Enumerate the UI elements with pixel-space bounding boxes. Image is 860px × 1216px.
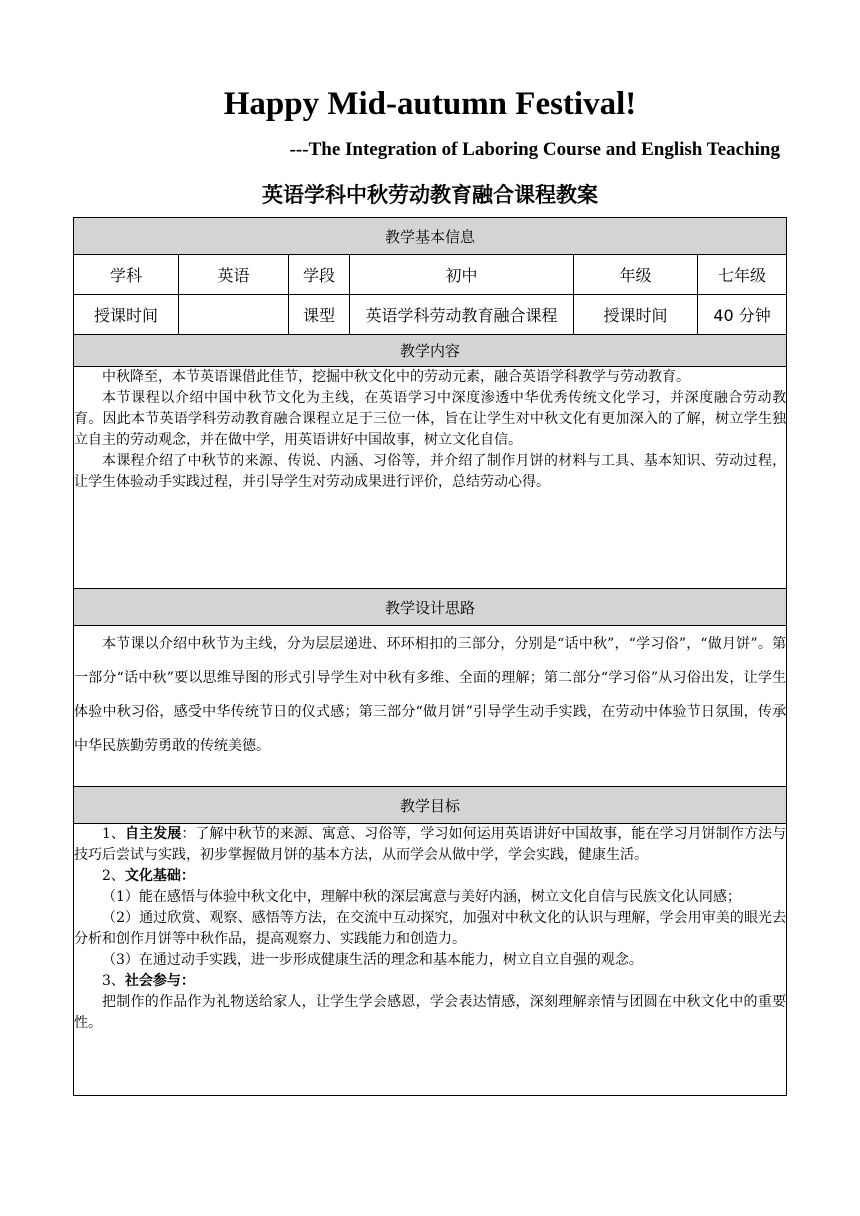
content-paragraph: 中秋降至，本节英语课借此佳节，挖掘中秋文化中的劳动元素，融合英语学科教学与劳动教育。 <box>102 369 690 385</box>
lesson-plan-table <box>73 217 787 1096</box>
design-body <box>74 626 787 787</box>
goals-body <box>74 824 787 1096</box>
goal-2-item: （2）通过欣赏、观察、感悟等方法，在交流中互动探究，加强对中秋文化的认识与理解，学会用审美的眼光去分析和创作月饼等中秋作品，提高观察力、实践能力和创造力。 <box>74 910 787 947</box>
goal-number: 1、 <box>102 826 126 842</box>
basic-info-row-2 <box>74 295 787 335</box>
lesson-plan-title: 英语学科中秋劳动教育融合课程教案 <box>262 183 598 207</box>
goal-keyword: 文化基础 <box>124 868 181 884</box>
goal-2 <box>74 866 786 887</box>
table-cell: 40 分钟 <box>698 295 787 335</box>
goal-keyword: 自主发展 <box>125 826 182 842</box>
table-cell: 学段 <box>289 255 350 295</box>
table-cell: 年级 <box>574 255 698 295</box>
table-cell: 英语学科劳动教育融合课程 <box>350 295 574 335</box>
basic-info-header: 教学基本信息 <box>74 218 787 255</box>
page-subtitle: ---The Integration of Laboring Course and English Teaching <box>289 139 780 160</box>
goal-colon: ： <box>180 973 195 989</box>
goals-header: 教学目标 <box>74 787 787 824</box>
goal-2-item: （1）能在感悟与体验中秋文化中，理解中秋的深层寓意与美好内涵，树立文化自信与民族文化认同感； <box>102 889 741 905</box>
goal-number: 3、 <box>102 973 125 989</box>
page-title: Happy Mid-autumn Festival! <box>223 86 637 122</box>
goal-1 <box>74 824 786 866</box>
content-paragraph: 本课程介绍了中秋节的来源、传说、内涵、习俗等，并介绍了制作月饼的材料与工具、基本知识、劳动过程，让学生体验动手实践过程，并引导学生对劳动成果进行评价，总结劳动心得。 <box>74 453 787 490</box>
table-cell <box>179 295 289 335</box>
design-header: 教学设计思路 <box>74 589 787 626</box>
basic-info-row-1 <box>74 255 787 295</box>
goal-3-text: 把制作的作品作为礼物送给家人，让学生学会感恩，学会表达情感，深刻理解亲情与团圆在中秋文化中的重要性。 <box>74 994 787 1031</box>
table-cell: 七年级 <box>698 255 787 295</box>
goal-text: ：了解中秋节的来源、寓意、习俗等，学习如何运用英语讲好中国故事，能在学习月饼制作方法与技巧后尝试与实践，初步掌握做月饼的基本方法，从而学会从做中学，学会实践，健康生活。 <box>74 826 787 863</box>
content-body <box>74 367 787 589</box>
table-cell: 授课时间 <box>574 295 698 335</box>
table-cell: 授课时间 <box>74 295 179 335</box>
goal-keyword: 社会参与 <box>124 973 181 989</box>
table-cell: 学科 <box>74 255 179 295</box>
table-cell: 课型 <box>289 295 350 335</box>
goal-3 <box>74 971 786 992</box>
goal-number: 2、 <box>102 868 125 884</box>
table-cell: 英语 <box>179 255 289 295</box>
content-paragraph: 本节课程以介绍中国中秋节文化为主线，在英语学习中深度渗透中华优秀传统文化学习，并深度融合劳动教育。因此本节英语学科劳动教育融合课程立足于三位一体，旨在让学生对中秋文化有更加深入的了解，树立学生独立自主的劳动观念，并在做中学，用英语讲好中国故事，树立文化自信。 <box>74 390 787 448</box>
goal-2-item: （3）在通过动手实践，进一步形成健康生活的理念和基本能力，树立自立自强的观念。 <box>102 952 643 968</box>
content-header: 教学内容 <box>74 335 787 367</box>
table-cell: 初中 <box>350 255 574 295</box>
design-paragraph: 本节课以介绍中秋节为主线，分为层层递进、环环相扣的三部分，分别是“话中秋”，“学习俗”，“做月饼”。第一部分“话中秋”要以思维导图的形式引导学生对中秋有多维、全面的理解；第二部分“学习俗”从习俗出发，让学生体验中秋习俗，感受中华传统节日的仪式感；第三部分“做月饼”引导学生动手实践，在劳动中体验节日氛围，传承中华民族勤劳勇敢的传统美德。 <box>74 636 787 754</box>
goal-colon: ： <box>180 868 195 884</box>
